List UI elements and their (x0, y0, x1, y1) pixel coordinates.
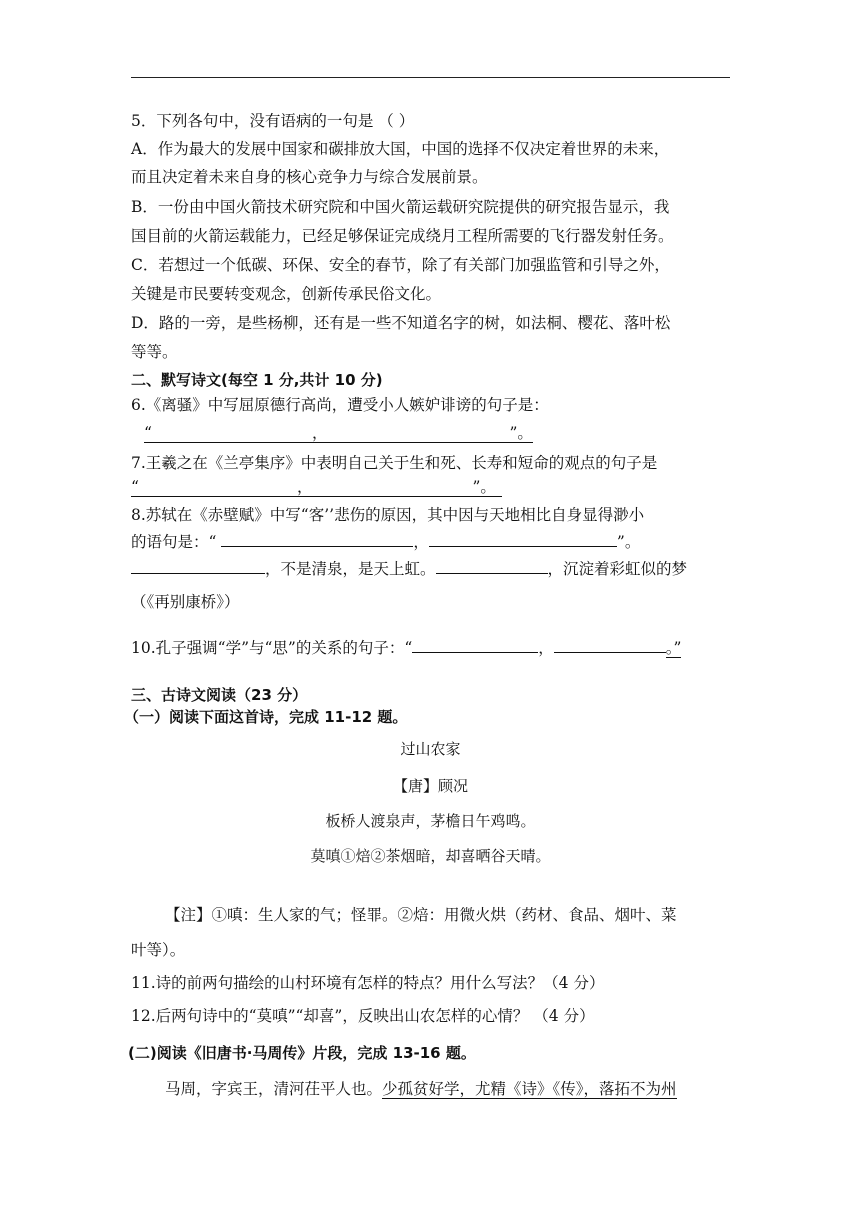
q5-option-a-line2: 而且决定着未来自身的核心竞争力与综合发展前景。 (131, 168, 488, 186)
q11: 11.诗的前两句描绘的山村环境有怎样的特点？用什么写法？（4 分） (131, 974, 605, 992)
q10-line: 10.孔子强调“学”与“思”的关系的句子：“ ， 。” (131, 636, 681, 659)
q9-line: ，不是清泉，是天上虹。 ，沉淀着彩虹似的梦 (131, 557, 687, 580)
q8-answer-line: 的语句是：“ ， ”。 (131, 530, 640, 553)
q6-answer-line: “ ， ”。 (144, 424, 533, 442)
poem-title: 过山农家 (400, 740, 461, 758)
poem-line-2: 莫嗔①焙②茶烟暗，却喜晒谷天晴。 (310, 847, 551, 865)
poem-line-1: 板桥人渡泉声，茅檐日午鸡鸣。 (325, 812, 536, 830)
q6-stem: 6.《离骚》中写屈原德行高尚，遭受小人嫉妒诽谤的句子是： (131, 396, 549, 414)
section3-sub1: （一）阅读下面这首诗，完成 11-12 题。 (124, 708, 408, 726)
section3-sub2: (二)阅读《旧唐书·马周传》片段，完成 13-16 题。 (128, 1044, 476, 1062)
poem-author: 【唐】顾况 (392, 777, 468, 795)
q7-answer-line: “ ， ”。 (131, 476, 502, 498)
q8-stem-line1: 8.苏轼在《赤壁赋》中写“客’’悲伤的原因，其中因与天地相比自身显得渺小 (131, 506, 645, 524)
q5-option-c-line1: C．若想过一个低碳、环保、安全的春节，除了有关部门加强监管和引导之外， (131, 256, 670, 274)
poem-note-line2: 叶等）。 (131, 941, 186, 959)
passage-line1: 马周，字宾王，清河茌平人也。少孤贫好学，尤精《诗》《传》，落拓不为州 (165, 1080, 677, 1098)
passage-underlined-text: 少孤贫好学，尤精《诗》《传》，落拓不为州 (382, 1080, 677, 1098)
section2-heading: 二、默写诗文(每空 1 分,共计 10 分) (131, 371, 383, 389)
q5-option-b-line1: B．一份由中国火箭技术研究院和中国火箭运载研究院提供的研究报告显示，我 (131, 198, 670, 216)
q5-option-b-line2: 国目前的火箭运载能力，已经足够保证完成绕月工程所需要的飞行器发射任务。 (131, 227, 674, 245)
q5-stem: 5．下列各句中，没有语病的一句是 （ ） (131, 112, 415, 130)
q5-option-d-line1: D．路的一旁，是些杨柳，还有是一些不知道名字的树，如法桐、樱花、落叶松 (131, 314, 671, 332)
q12: 12.后两句诗中的“莫嗔”“却喜”，反映出山农怎样的心情？ （4 分） (131, 1007, 595, 1025)
q9-source: （《再别康桥》） (131, 593, 240, 611)
header-rule (131, 77, 730, 78)
q5-option-d-line2: 等等。 (131, 343, 178, 361)
q5-option-a-line1: A．作为最大的发展中国家和碳排放大国，中国的选择不仅决定着世界的未来， (131, 140, 670, 158)
q5-option-c-line2: 关键是市民要转变观念，创新传承民俗文化。 (131, 285, 442, 303)
section3-heading: 三、古诗文阅读（23 分） (131, 686, 308, 704)
q7-stem: 7.王羲之在《兰亭集序》中表明自己关于生和死、长寿和短命的观点的句子是 (131, 454, 658, 472)
poem-note-line1: 【注】①嗔：生人家的气；怪罪。②焙：用微火烘（药材、食品、烟叶、菜 (165, 906, 677, 924)
